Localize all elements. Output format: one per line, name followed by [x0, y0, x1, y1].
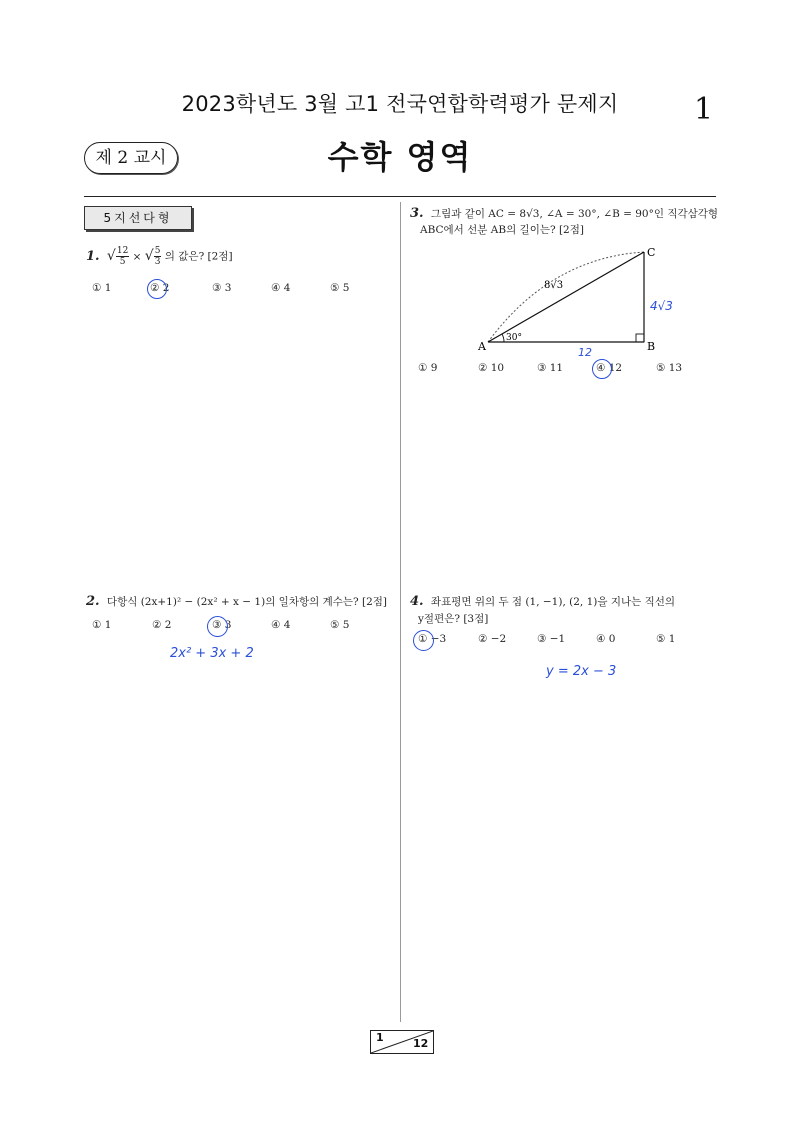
q1-suffix: 의 값은? [2점]	[164, 250, 233, 263]
q1-expression: √ $\frac{12}{5}$ × √ $\frac{5}{3}$	[106, 246, 161, 267]
q3-text-line2: ABC에서 선분 AB의 길이는? [2점]	[420, 224, 584, 236]
choice-4[interactable]: ④ 0	[596, 633, 616, 645]
triangle-figure	[470, 240, 690, 360]
side-ac	[488, 252, 644, 342]
answer-circle-mark	[592, 359, 612, 379]
q4-text-line2: y절편은? [3점]	[418, 613, 489, 625]
choice-3[interactable]: ③ 3	[212, 619, 232, 631]
question-number: 4.	[410, 594, 424, 609]
label-a: A	[478, 340, 486, 353]
choice-3[interactable]: ③ 11	[537, 362, 564, 374]
choice-3[interactable]: ③ 3	[212, 282, 232, 294]
answer-circle-mark	[207, 616, 228, 637]
choice-1[interactable]: ① 1	[92, 619, 112, 631]
frac-numerator: 12	[116, 246, 129, 256]
q4-text-line1: 좌표평면 위의 두 점 (1, −1), (2, 1)을 지나는 직선의	[430, 596, 676, 608]
choice-2[interactable]: ② 10	[478, 362, 505, 374]
hypotenuse-label: 8√3	[544, 280, 564, 291]
column-divider	[400, 202, 401, 1022]
choice-1[interactable]: ① −3	[418, 633, 447, 645]
choice-4[interactable]: ④ 12	[596, 362, 623, 374]
angle-label: 30°	[506, 333, 522, 343]
frac-numerator: 5	[154, 246, 161, 256]
label-c: C	[647, 246, 656, 259]
choice-5[interactable]: ⑤ 5	[330, 619, 350, 631]
header-divider	[84, 196, 716, 197]
choice-5[interactable]: ⑤ 5	[330, 282, 350, 294]
subject-title: 수학 영역	[327, 138, 473, 176]
handwritten-side-note: 4√3	[650, 299, 673, 313]
choice-5[interactable]: ⑤ 13	[656, 362, 683, 374]
handwritten-base-note: 12	[578, 346, 592, 359]
question-4	[410, 592, 675, 612]
page-counter	[370, 1030, 434, 1054]
choice-2[interactable]: ② 2	[152, 619, 172, 631]
question-number: 1.	[86, 248, 100, 264]
choice-1[interactable]: ① 9	[418, 362, 438, 374]
period-badge: 제 2 교시	[84, 142, 178, 174]
choice-1[interactable]: ① 1	[92, 282, 112, 294]
times-symbol: ×	[132, 250, 142, 263]
q4-handwritten-note: y = 2x − 3	[546, 664, 617, 679]
question-2	[86, 592, 387, 612]
current-page: 1	[376, 1031, 384, 1044]
q3-text-line1: 그림과 같이 AC = 8√3, ∠A = 30°, ∠B = 90°인 직각삼각형	[430, 208, 719, 220]
choice-2[interactable]: ② 2	[150, 282, 170, 294]
choice-4[interactable]: ④ 4	[271, 619, 291, 631]
total-pages: 12	[413, 1037, 429, 1050]
answer-circle-mark	[147, 279, 170, 299]
section-label: 5지선다형	[84, 206, 192, 230]
frac-denominator: 5	[119, 257, 126, 267]
q2-text: 다항식 (2x+1)² − (2x² + x − 1)의 일차항의 계수는? [2점]	[106, 596, 387, 608]
choice-5[interactable]: ⑤ 1	[656, 633, 676, 645]
label-b: B	[647, 340, 656, 353]
page-number: 1	[694, 92, 714, 127]
choice-3[interactable]: ③ −1	[537, 633, 566, 645]
answer-circle-mark	[413, 630, 434, 651]
angle-arc	[502, 334, 504, 342]
right-angle-mark	[636, 334, 644, 342]
frac-denominator: 3	[154, 257, 161, 267]
question-number: 3.	[410, 206, 424, 221]
question-number: 2.	[86, 594, 100, 609]
q2-handwritten-note: 2x² + 3x + 2	[170, 646, 254, 661]
exam-title: 2023학년도 3월 고1 전국연합학력평가 문제지	[181, 92, 619, 116]
question-1	[86, 246, 233, 267]
choice-4[interactable]: ④ 4	[271, 282, 291, 294]
choice-2[interactable]: ② −2	[478, 633, 507, 645]
